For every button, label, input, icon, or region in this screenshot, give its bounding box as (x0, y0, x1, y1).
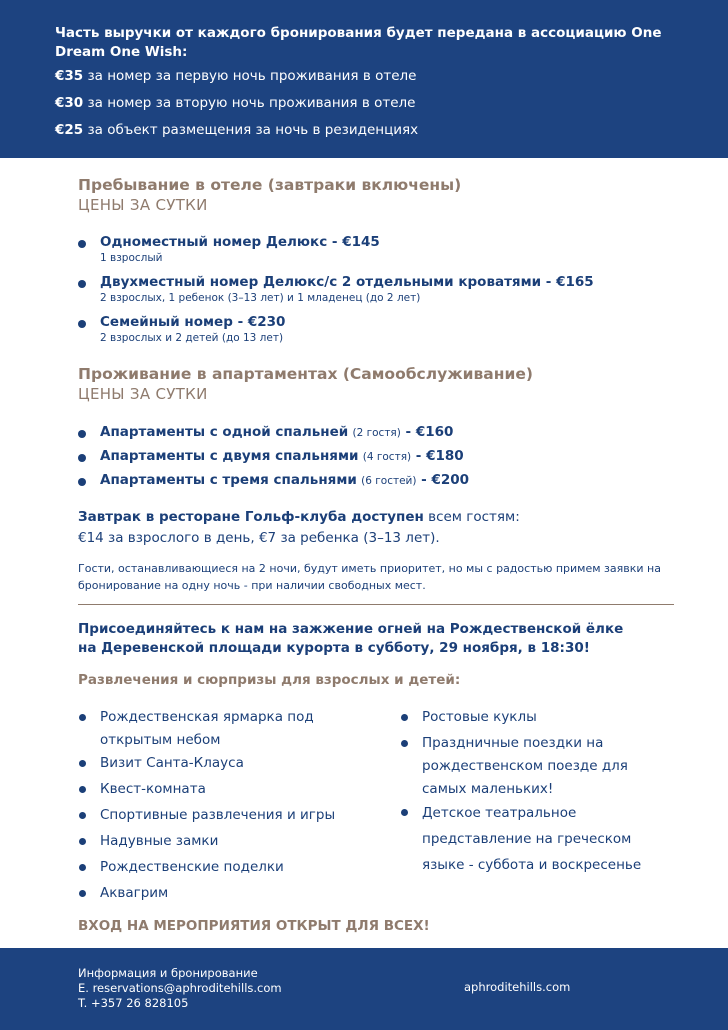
hotel-section-title: Пребывание в отеле (завтраки включены) (78, 176, 462, 194)
room-guests: 1 взрослый (100, 252, 163, 264)
room-name: Одноместный номер Делюкс - €145 (100, 234, 380, 250)
room-name: Семейный номер - €230 (100, 314, 286, 330)
entertainment-title: Развлечения и сюрпризы для взрослых и детей: (78, 672, 461, 688)
open-to-all-notice: ВХОД НА МЕРОПРИЯТИЯ ОТКРЫТ ДЛЯ ВСЕХ! (78, 918, 430, 934)
apartment-item: Апартаменты с одной спальней (2 гостя) - €160 (100, 424, 454, 440)
bullet-icon (78, 280, 86, 288)
list-item: Праздничные поездки на рождественском поезде для самых маленьких! (422, 732, 662, 801)
bullet-icon (79, 812, 86, 819)
room-name: Двухместный номер Делюкс/с 2 отдельными кроватями - €165 (100, 274, 594, 290)
list-item: Квест-комната (100, 778, 360, 801)
header-banner (0, 0, 728, 158)
charity-rate: €35 за номер за первую ночь проживания в отеле (55, 68, 417, 84)
room-guests: 2 взрослых и 2 детей (до 13 лет) (100, 332, 284, 344)
bullet-icon (78, 240, 86, 248)
list-item: Рождественские поделки (100, 856, 360, 879)
list-item: Спортивные развлечения и игры (100, 804, 360, 827)
bullet-icon (78, 320, 86, 328)
bullet-icon (79, 864, 86, 871)
booking-note: Гости, останавливающиеся на 2 ночи, будут иметь приоритет, но мы с радостью примем заявки на бронирование на одну ночь - при наличии свободных мест. (78, 562, 661, 592)
charity-rate: €25 за объект размещения за ночь в резиденциях (55, 122, 419, 138)
apartment-item: Апартаменты с двумя спальнями (4 гостя) - €180 (100, 448, 464, 464)
room-guests: 2 взрослых, 1 ребенок (3–13 лет) и 1 младенец (до 2 лет) (100, 292, 421, 304)
bullet-icon (401, 809, 408, 816)
apartment-item: Апартаменты с тремя спальнями (6 гостей) - €200 (100, 472, 470, 488)
bullet-icon (78, 430, 86, 438)
charity-intro: Часть выручки от каждого бронирования будет передана в ассоциацию One Dream One Wish: (55, 25, 662, 60)
bullet-icon (401, 740, 408, 747)
bullet-icon (79, 890, 86, 897)
bullet-icon (79, 786, 86, 793)
list-item: Ростовые куклы (422, 706, 662, 729)
footer-info-label: Информация и бронирование (78, 966, 258, 980)
bullet-icon (79, 838, 86, 845)
breakfast-info: Завтрак в ресторане Гольф-клуба доступен всем гостям: €14 за взрослого в день, €7 за ребенка (3–13 лет). (78, 509, 520, 546)
list-item: Надувные замки (100, 830, 360, 853)
footer (0, 948, 728, 1030)
bullet-icon (79, 760, 86, 767)
section-divider (78, 604, 674, 605)
list-item: Рождественская ярмарка под открытым небом (100, 706, 350, 752)
footer-website-link[interactable]: aphroditehills.com (464, 980, 571, 994)
list-item: Детское театральное представление на греческом языке - суббота и воскресенье (422, 800, 662, 878)
list-item: Визит Санта-Клауса (100, 752, 360, 775)
footer-email[interactable]: E. reservations@aphroditehills.com (78, 981, 282, 995)
bullet-icon (79, 714, 86, 721)
bullet-icon (78, 478, 86, 486)
apartments-section-title: Проживание в апартаментах (Самообслуживание) (78, 365, 533, 383)
tree-lighting-announcement: Присоединяйтесь к нам на зажжение огней на Рождественской ёлке на Деревенской площади курорта в субботу, 29 ноября, в 18:30! (78, 621, 624, 656)
list-item: Аквагрим (100, 882, 360, 905)
hotel-section-subtitle: ЦЕНЫ ЗА СУТКИ (78, 196, 208, 214)
charity-rate: €30 за номер за вторую ночь проживания в отеле (55, 95, 416, 111)
bullet-icon (401, 714, 408, 721)
footer-phone[interactable]: T. +357 26 828105 (78, 996, 189, 1010)
bullet-icon (78, 454, 86, 462)
apartments-section-subtitle: ЦЕНЫ ЗА СУТКИ (78, 385, 208, 403)
